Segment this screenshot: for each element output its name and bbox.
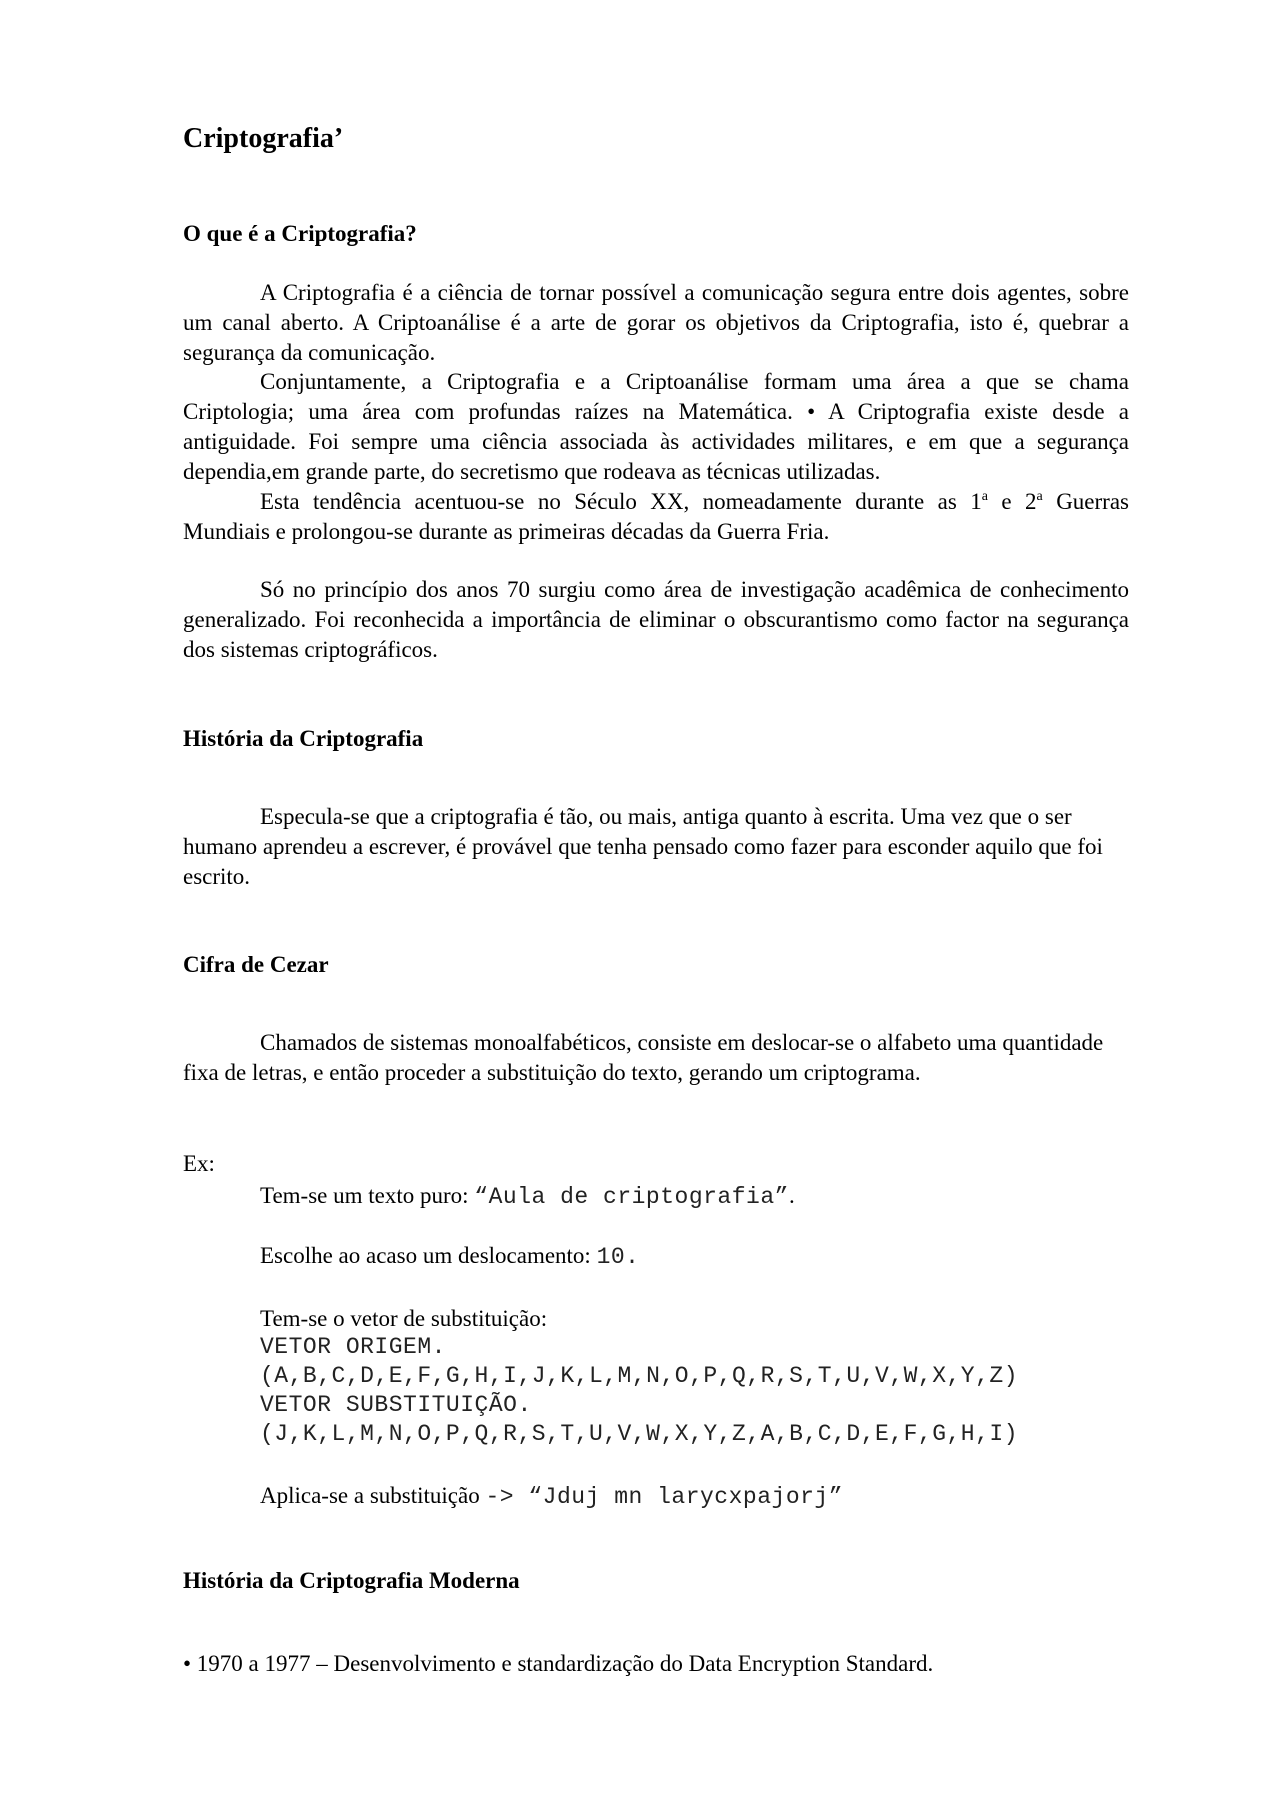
example-plaintext-line bbox=[260, 1181, 795, 1212]
intro-paragraph-3-text-c: Guerras Mundiais e prolongou-se durante as primeiras décadas da Guerra Fria. bbox=[183, 489, 1129, 544]
intro-paragraph-3 bbox=[183, 487, 1129, 547]
intro-paragraph-2: Conjuntamente, a Criptografia e a Criptoanálise formam uma área a que se chama Criptologia; uma área com profundas raízes na Matemática. • A Criptografia existe desde a antiguidade. Foi sempre uma ciência associada às actividades militares, e em que a segurança dependia,em grande parte, do secretismo que rodeava as técnicas utilizadas. bbox=[183, 369, 1129, 484]
shift-value: 10. bbox=[596, 1244, 640, 1270]
ciphertext-value: “Jduj mn larycxpajorj” bbox=[514, 1484, 844, 1510]
plaintext-value: “Aula de criptografia” bbox=[474, 1184, 789, 1210]
intro-paragraph-3-text-b: e 2 bbox=[987, 489, 1037, 514]
intro-paragraph-1: A Criptografia é a ciência de tornar possível a comunicação segura entre dois agentes, sobre um canal aberto. A Criptoanálise é a arte de gorar os objetivos da Criptografia, isto é, quebrar a segurança da comunicação. bbox=[183, 280, 1129, 365]
origin-vector-label: VETOR ORIGEM. bbox=[260, 1334, 446, 1360]
section-heading-caesar: Cifra de Cezar bbox=[183, 952, 329, 977]
substitution-vector: (J,K,L,M,N,O,P,Q,R,S,T,U,V,W,X,Y,Z,A,B,C,D,E,F,G,H,I) bbox=[260, 1421, 1019, 1447]
history-paragraph-1: Especula-se que a criptografia é tão, ou mais, antiga quanto à escrita. Uma vez que o ser humano aprendeu a escrever, é provável que tenha pensado como fazer para esconder aquilo que foi escrito. bbox=[183, 804, 1103, 889]
intro-paragraph-3-text-a: Esta tendência acentuou-se no Século XX, nomeadamente durante as 1 bbox=[260, 489, 982, 514]
shift-label: Escolhe ao acaso um deslocamento: bbox=[260, 1243, 597, 1268]
document-title: Criptografia’ bbox=[183, 123, 344, 154]
substitution-vector-label: VETOR SUBSTITUIÇÃO. bbox=[260, 1392, 532, 1418]
modern-list-item: • 1970 a 1977 – Desenvolvimento e standardização do Data Encryption Standard. bbox=[183, 1651, 934, 1676]
example-shift-line bbox=[260, 1241, 640, 1272]
origin-vector: (A,B,C,D,E,F,G,H,I,J,K,L,M,N,O,P,Q,R,S,T,U,V,W,X,Y,Z) bbox=[260, 1363, 1019, 1389]
plaintext-label: Tem-se um texto puro: bbox=[260, 1183, 475, 1208]
section-heading-modern: História da Criptografia Moderna bbox=[183, 1568, 520, 1593]
superscript-ordinal-1: a bbox=[981, 489, 988, 504]
example-apply-line bbox=[260, 1481, 843, 1512]
caesar-paragraph-1: Chamados de sistemas monoalfabéticos, consiste em deslocar-se o alfabeto uma quantidade fixa de letras, e então proceder a substituição do texto, gerando um criptograma. bbox=[183, 1030, 1104, 1085]
section-heading-history: História da Criptografia bbox=[183, 726, 424, 751]
section-heading-intro: O que é a Criptografia? bbox=[183, 221, 417, 246]
vector-label: Tem-se o vetor de substituição: bbox=[260, 1306, 548, 1331]
apply-arrow: -> bbox=[485, 1484, 515, 1510]
plaintext-period: . bbox=[788, 1183, 795, 1208]
apply-label: Aplica-se a substituição bbox=[260, 1483, 486, 1508]
intro-paragraph-4: Só no princípio dos anos 70 surgiu como área de investigação acadêmica de conhecimento generalizado. Foi reconhecida a importância de eliminar o obscurantismo como factor na segurança dos sistemas criptográficos. bbox=[183, 577, 1129, 662]
superscript-ordinal-2: a bbox=[1036, 489, 1043, 504]
example-label: Ex: bbox=[183, 1151, 215, 1176]
